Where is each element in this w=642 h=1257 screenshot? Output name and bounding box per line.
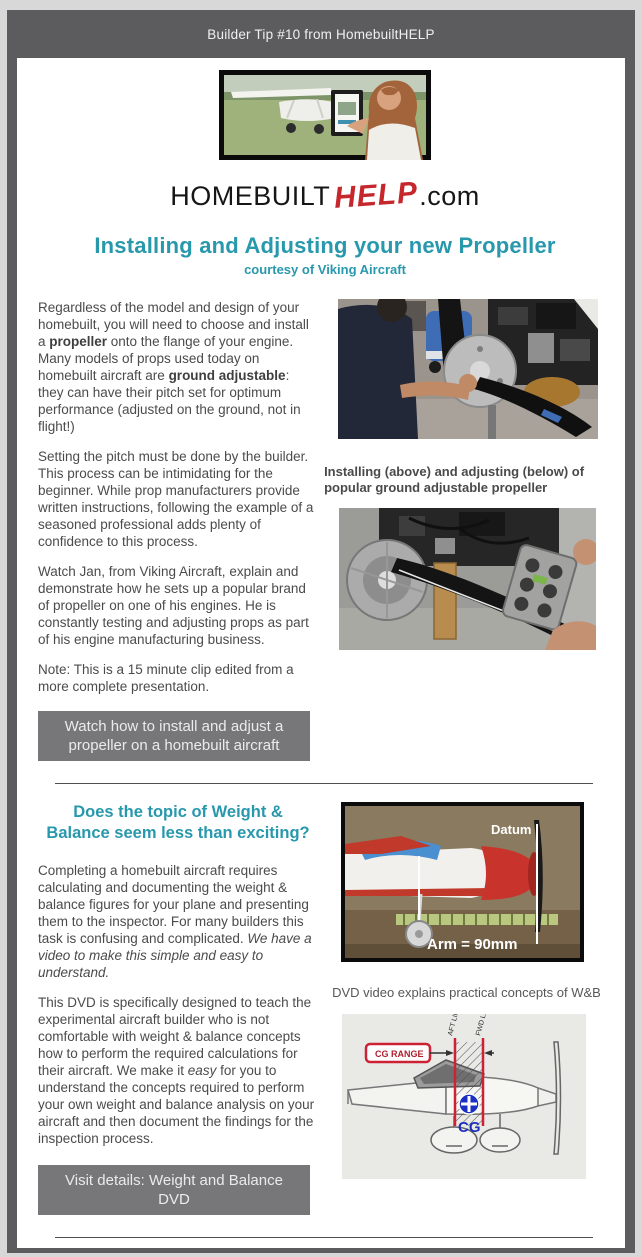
section-weight-balance <box>38 802 612 1215</box>
content-card <box>17 58 625 1248</box>
paragraph-wb-1: Completing a homebuilt aircraft requires calculating and documenting the weight & balance figures for your plane and presenting them to the inspector. For many builders this task is confusing and complicated. We have a video to make this simple and easy to understand. <box>38 863 312 980</box>
installing-propeller-photo <box>338 299 598 439</box>
paragraph-intro-2: Setting the pitch must be done by the builder. This process can be intimidating for the beginner. While prop manufacturers provide written instructions, following the example of a seasoned professional adds plenty of confidence to this process. <box>38 449 314 549</box>
wb-photo-column <box>324 802 612 1215</box>
header-bar <box>17 10 625 58</box>
paragraph-intro-4: Note: This is a 15 minute clip edited from a more complete presentation. <box>38 662 294 694</box>
datum-label: Datum <box>491 822 532 837</box>
aft-limit-label: AFT LIMIT <box>447 1014 463 1037</box>
fwd-limit-label: FWD LIMIT <box>475 1014 492 1037</box>
wb-photo-caption: DVD video explains practical concepts of W&B <box>332 985 601 1000</box>
page-title: Installing and Adjusting your new Propeller <box>94 233 556 258</box>
paragraph-intro-3: Watch Jan, from Viking Aircraft, explain and demonstrate how he sets up a popular brand of propeller on one of his engines. He is constantly testing and adjusting props as part of his engine manufacturing business. <box>38 564 309 647</box>
hero-banner-image <box>219 70 431 160</box>
propeller-photo-caption: Installing (above) and adjusting (below) of popular ground adjustable propeller <box>324 464 585 495</box>
section-divider-2 <box>55 1237 593 1238</box>
wb-section-title: Does the topic of Weight & Balance seem less than exciting? <box>46 803 310 842</box>
logo-text-homebuilt: HOMEBUILT <box>170 181 331 211</box>
cg-label: CG <box>458 1119 481 1136</box>
wb-arm-measurement-photo <box>341 802 584 962</box>
header-title: Builder Tip #10 from HomebuiltHELP <box>207 26 435 42</box>
adjusting-propeller-photo <box>339 508 596 650</box>
section-divider-1 <box>55 783 593 784</box>
hero-banner <box>38 70 612 165</box>
propeller-photo-column <box>324 299 612 761</box>
email-wrapper <box>7 10 635 1253</box>
logo-text-com: .com <box>419 181 480 211</box>
wb-text-column <box>38 802 318 1215</box>
homebuilthelp-logo <box>38 176 612 215</box>
visit-details-button[interactable]: Visit details: Weight and Balance DVD <box>38 1165 310 1215</box>
cg-range-diagram <box>342 1014 586 1179</box>
page-subtitle: courtesy of Viking Aircraft <box>244 262 406 277</box>
cg-range-label: CG RANGE <box>375 1049 424 1059</box>
section-propeller <box>38 299 612 761</box>
logo-text-help: HELP <box>333 176 420 215</box>
paragraph-intro-1: Regardless of the model and design of your homebuilt, you will need to choose and install a propeller onto the flange of your engine. Many models of props used today on homebuilt aircraft are ground adjustable: they can have their pitch set for optimum performance (adjusted on the ground, not in flight!) <box>38 300 309 434</box>
arm-label: Arm = 90mm <box>427 936 518 953</box>
propeller-text-column <box>38 299 318 761</box>
paragraph-wb-2: This DVD is specifically designed to teach the experimental aircraft builder who is not comfortable with weight & balance concepts how to perform the required calculations for their aircraft. We make it easy for you to understand the concepts required to perform your own weight and balance analysis on your aircraft and then document the findings for the inspection process. <box>38 995 315 1146</box>
watch-video-button[interactable]: Watch how to install and adjust a propeller on a homebuilt aircraft <box>38 711 310 761</box>
